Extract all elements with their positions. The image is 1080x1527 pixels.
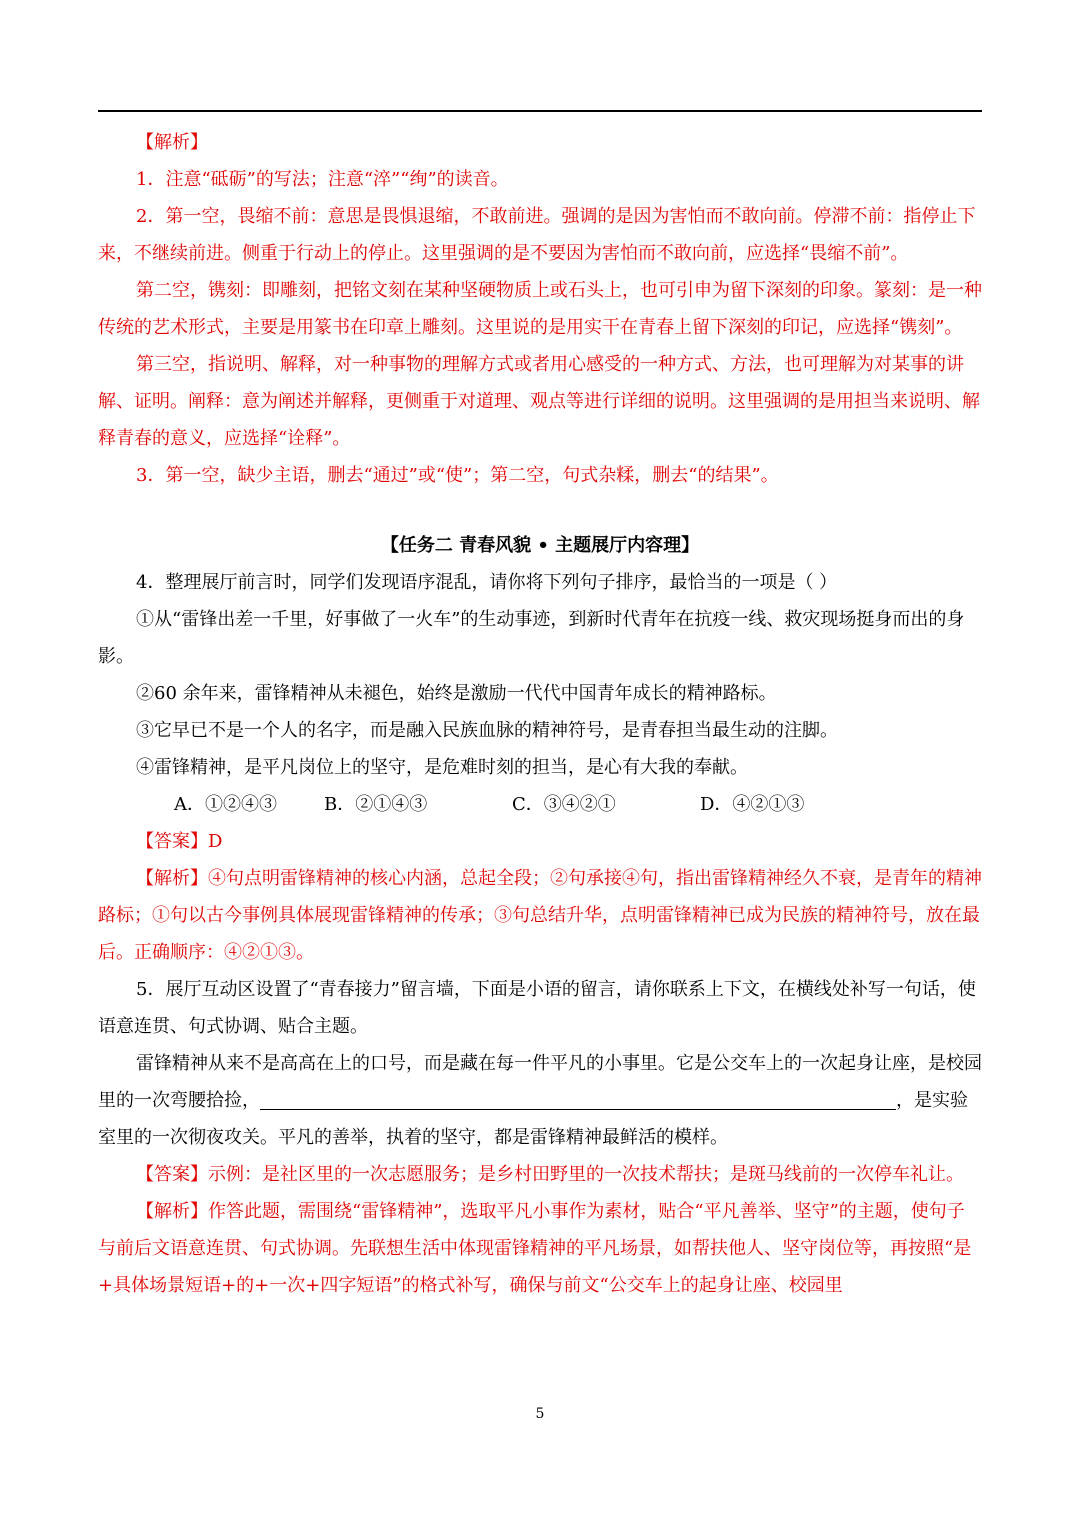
question-4-sentence-4: ④雷锋精神，是平凡岗位上的坚守，是危难时刻的担当，是心有大我的奉献。 bbox=[136, 757, 748, 778]
question-4-sentence-2: ②60 余年来，雷锋精神从未褪色，始终是激励一代代中国青年成长的精神路标。 bbox=[136, 683, 777, 704]
question-5-analysis bbox=[98, 1193, 982, 1304]
page-number: 5 bbox=[535, 1406, 545, 1422]
answer-value: 示例：是社区里的一次志愿服务；是乡村田野里的一次技术帮扶；是斑马线前的一次停车礼让。 bbox=[208, 1164, 964, 1185]
option-a: A．①②④③ bbox=[174, 794, 277, 815]
question-4-stem: 4．整理展厅前言时，同学们发现语序混乱，请你将下列句子排序，最恰当的一项是（ ） bbox=[136, 572, 838, 593]
analysis-label: 【解析】 bbox=[136, 1201, 208, 1222]
passage-part-c: 是实验室里的一次彻夜攻关。平凡的善举，执着的坚守，都是雷锋精神最鲜活的模样。 bbox=[98, 1090, 968, 1148]
answer-value: D bbox=[208, 831, 223, 852]
option-d: D．④②①③ bbox=[700, 794, 805, 815]
option-c: C．③④②① bbox=[512, 794, 616, 815]
analysis-item-1: 1．注意“砥砺”的写法；注意“淬”“绚”的读音。 bbox=[136, 169, 509, 190]
question-5-passage bbox=[98, 1045, 982, 1156]
analysis-item-2: 2．第一空，畏缩不前：意思是畏惧退缩，不敢前进。强调的是因为害怕而不敢向前。停滞不前：指停止下来，不继续前进。侧重于行动上的停止。这里强调的是不要因为害怕而不敢向前，应选择“畏缩不前”。 bbox=[98, 206, 976, 264]
question-5-answer bbox=[98, 1156, 982, 1193]
fill-in-blank-line[interactable] bbox=[260, 1085, 896, 1110]
task-title: 【任务二 青春风貌 • 主题展厅内容理】 bbox=[380, 535, 700, 556]
header-rule bbox=[98, 110, 982, 112]
analysis-text: ④句点明雷锋精神的核心内涵，总起全段；②句承接④句，指出雷锋精神经久不衰，是青年的精神路标；①句以古今事例具体展现雷锋精神的传承；③句总结升华，点明雷锋精神已成为民族的精神符号，放在最后。正确顺序：④②①③。 bbox=[98, 868, 982, 963]
answer-label: 【答案】 bbox=[136, 831, 208, 852]
analysis-item-3: 3．第一空，缺少主语，删去“通过”或“使”；第二空，句式杂糅，删去“的结果”。 bbox=[136, 465, 779, 486]
analysis-item-2-blank-2: 第二空，镌刻：即雕刻，把铭文刻在某种坚硬物质上或石头上，也可引申为留下深刻的印象。篆刻：是一种传统的艺术形式，主要是用篆书在印章上雕刻。这里说的是用实干在青春上留下深刻的印记，应选择“镌刻”。 bbox=[98, 280, 982, 338]
question-4-analysis bbox=[98, 860, 982, 971]
question-4-answer bbox=[98, 823, 982, 860]
answer-label: 【答案】 bbox=[136, 1164, 208, 1185]
passage-part-b: ， bbox=[896, 1090, 914, 1111]
option-b: B．②①④③ bbox=[324, 794, 428, 815]
question-5-stem: 5．展厅互动区设置了“青春接力”留言墙，下面是小语的留言，请你联系上下文，在横线处补写一句话，使语意连贯、句式协调、贴合主题。 bbox=[98, 979, 976, 1037]
question-4-options bbox=[98, 786, 982, 823]
analysis-heading: 【解析】 bbox=[136, 132, 208, 153]
passage-part-a: 雷锋精神从来不是高高在上的口号，而是藏在每一件平凡的小事里。它是公交车上的一次起身让座，是校园里的一次弯腰拾捡， bbox=[98, 1053, 982, 1111]
analysis-label: 【解析】 bbox=[136, 868, 208, 889]
analysis-item-2-blank-3: 第三空，指说明、解释，对一种事物的理解方式或者用心感受的一种方式、方法，也可理解为对某事的讲解、证明。阐释：意为阐述并解释，更侧重于对道理、观点等进行详细的说明。这里强调的是用担当来说明、解释青春的意义，应选择“诠释”。 bbox=[98, 354, 980, 449]
question-4-sentence-1: ①从“雷锋出差一千里，好事做了一火车”的生动事迹，到新时代青年在抗疫一线、救灾现场挺身而出的身影。 bbox=[98, 609, 965, 667]
document-body bbox=[98, 124, 982, 1304]
analysis-text: 作答此题，需围绕“雷锋精神”，选取平凡小事作为素材，贴合“平凡善举、坚守”的主题，使句子与前后文语意连贯、句式协调。先联想生活中体现雷锋精神的平凡场景，如帮扶他人、坚守岗位等，再按照“是+具体场景短语+的+一次+四字短语”的格式补写，确保与前文“公交车上的起身让座、校园里 bbox=[98, 1201, 972, 1296]
question-4-sentence-3: ③它早已不是一个人的名字，而是融入民族血脉的精神符号，是青春担当最生动的注脚。 bbox=[136, 720, 838, 741]
